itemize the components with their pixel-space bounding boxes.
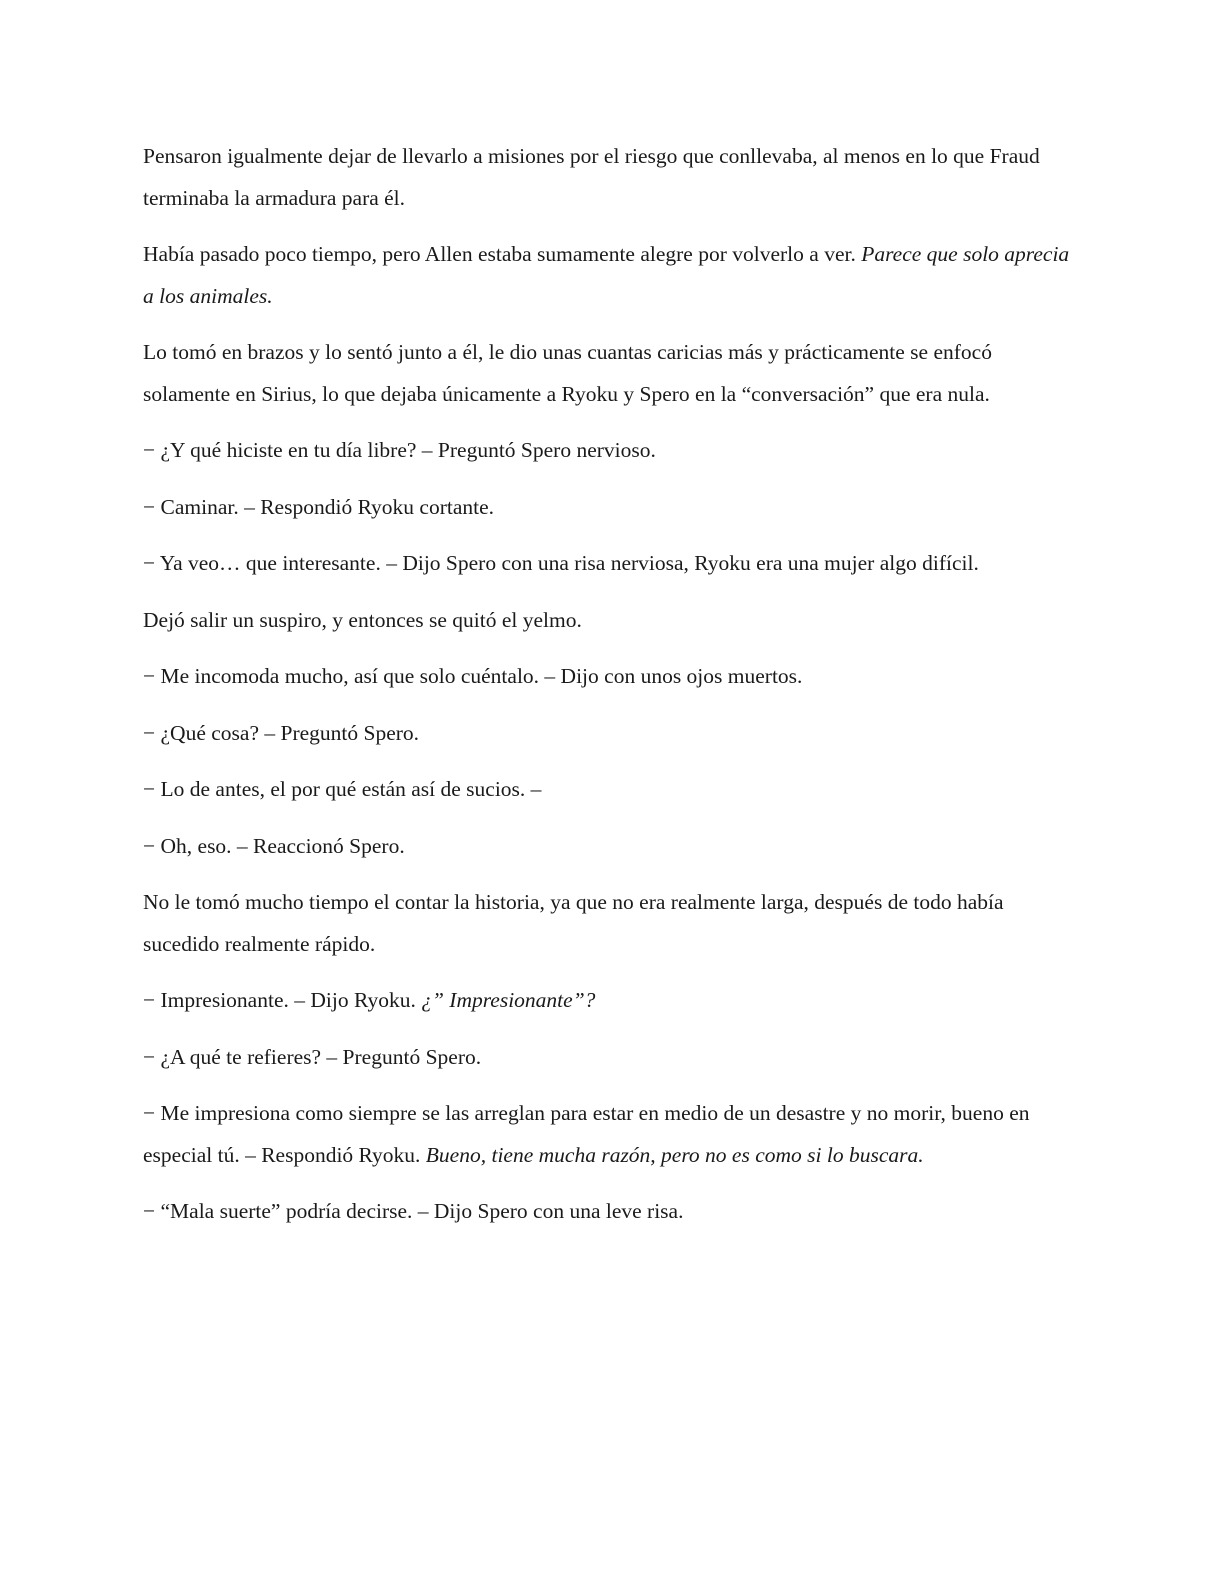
paragraph-text: Dejó salir un suspiro, y entonces se quitó el yelmo. bbox=[143, 607, 582, 632]
dialogue-line bbox=[143, 487, 1078, 529]
dialogue-line bbox=[143, 1191, 1078, 1233]
paragraph-text: − Me impresiona como siempre se las arreglan para estar en medio de un desastre y no morir, bueno en especial tú. – Respondió Ryoku. bbox=[143, 1101, 1030, 1167]
paragraph-italic-text: Parece que solo aprecia a los animales. bbox=[143, 242, 1070, 308]
paragraph-text: − ¿Y qué hiciste en tu día libre? – Preguntó Spero nervioso. bbox=[143, 438, 656, 462]
paragraph bbox=[143, 882, 1078, 965]
paragraph bbox=[143, 136, 1078, 219]
paragraph-text: − Lo de antes, el por qué están así de sucios. – bbox=[143, 777, 542, 801]
dialogue-line bbox=[143, 769, 1078, 811]
document-body bbox=[143, 136, 1078, 1248]
paragraph-text: − Caminar. – Respondió Ryoku cortante. bbox=[143, 494, 495, 519]
dialogue-line bbox=[143, 713, 1078, 755]
paragraph bbox=[143, 600, 1078, 642]
paragraph-italic-text: ¿” Impresionante”? bbox=[421, 988, 596, 1012]
dialogue-line bbox=[143, 543, 1078, 585]
paragraph-text: − Impresionante. – Dijo Ryoku. bbox=[143, 988, 422, 1012]
dialogue-line bbox=[143, 656, 1078, 698]
paragraph-text: − Me incomoda mucho, así que solo cuéntalo. – Dijo con unos ojos muertos. bbox=[143, 664, 803, 688]
dialogue-line bbox=[143, 1093, 1078, 1176]
paragraph-text: − “Mala suerte” podría decirse. – Dijo Spero con una leve risa. bbox=[143, 1199, 684, 1223]
paragraph-text: − Ya veo… que interesante. – Dijo Spero con una risa nerviosa, Ryoku era una mujer algo difícil. bbox=[143, 551, 979, 575]
paragraph bbox=[143, 234, 1078, 317]
paragraph-text: Había pasado poco tiempo, pero Allen estaba sumamente alegre por volverlo a ver. bbox=[143, 242, 862, 266]
paragraph bbox=[143, 332, 1078, 415]
paragraph-italic-text: Bueno, tiene mucha razón, pero no es como si lo buscara. bbox=[425, 1142, 924, 1167]
paragraph-text: − ¿Qué cosa? – Preguntó Spero. bbox=[143, 720, 420, 745]
dialogue-line bbox=[143, 430, 1078, 472]
paragraph-text: Lo tomó en brazos y lo sentó junto a él, le dio unas cuantas caricias más y prácticamente se enfocó solamente en Sirius, lo que dejaba únicamente a Ryoku y Spero en la “conversación” que era nula. bbox=[143, 340, 992, 406]
paragraph-text: − ¿A qué te refieres? – Preguntó Spero. bbox=[143, 1044, 482, 1069]
dialogue-line bbox=[143, 1037, 1078, 1079]
dialogue-line bbox=[143, 980, 1078, 1022]
paragraph-text: Pensaron igualmente dejar de llevarlo a misiones por el riesgo que conllevaba, al menos en lo que Fraud terminaba la armadura para él. bbox=[143, 144, 1040, 210]
dialogue-line bbox=[143, 826, 1078, 868]
paragraph-text: No le tomó mucho tiempo el contar la historia, ya que no era realmente larga, después de todo había sucedido realmente rápido. bbox=[143, 890, 1004, 956]
paragraph-text: − Oh, eso. – Reaccionó Spero. bbox=[143, 833, 405, 858]
